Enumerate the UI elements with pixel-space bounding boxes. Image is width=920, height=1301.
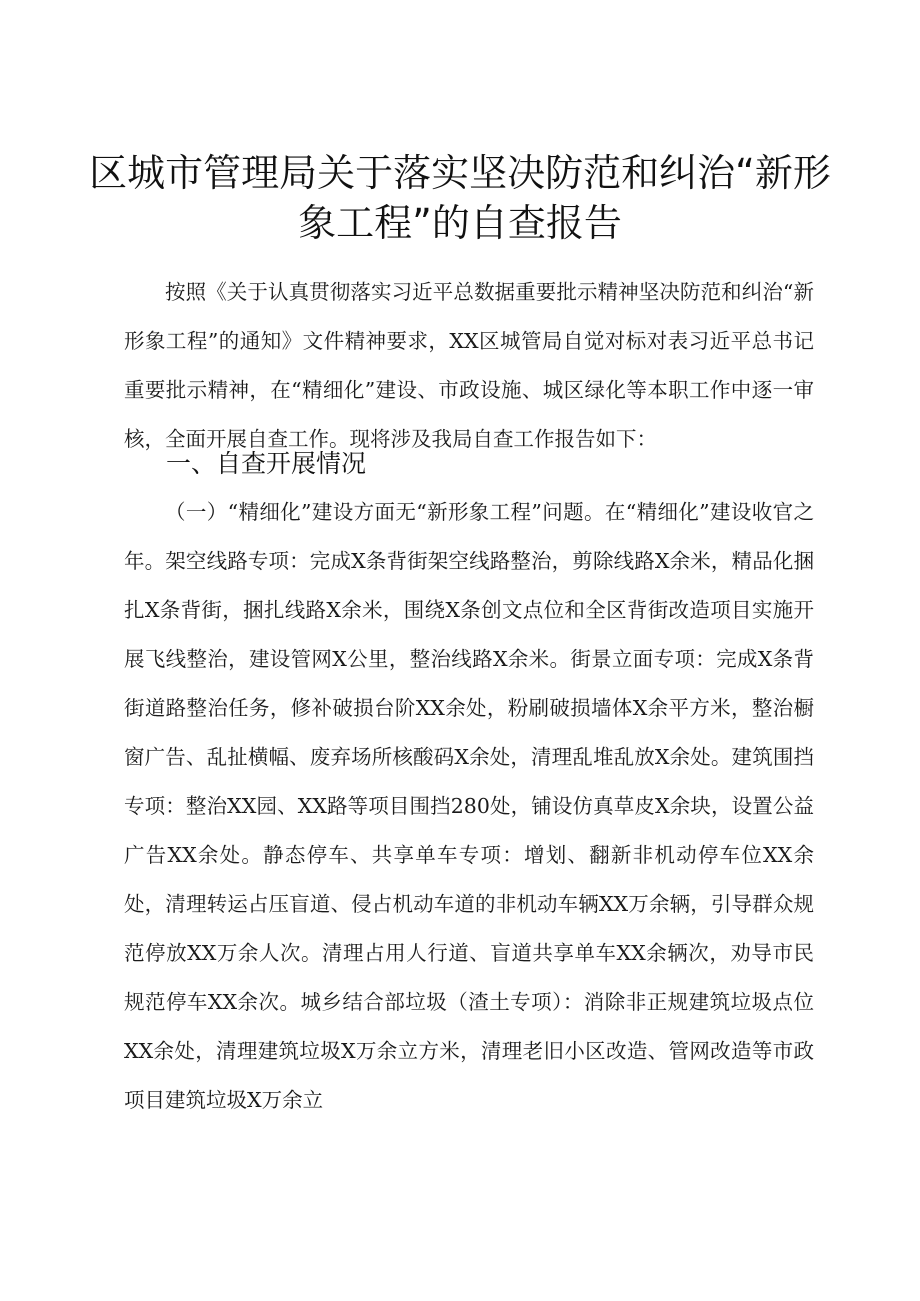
section-paragraph: （一）“精细化”建设方面无“新形象工程”问题。在“精细化”建设收官之年。架空线路专项：完成X条背街架空线路整治，剪除线路X余米，精品化捆扎X条背街，捆扎线路X余米，围绕X条创文点位和全区背街改造项目实施开展飞线整治，建设管网X公里，整治线路X余米。街景立面专项：完成X条背街道路整治任务，修补破损台阶XX余处，粉刷破损墙体X余平方米，整治橱窗广告、乱扯横幅、废弃场所核酸码X余处，清理乱堆乱放X余处。建筑围挡专项：整治XX园、XX路等项目围挡280处，铺设仿真草皮X余块，设置公益广告XX余处。静态停车、共享单车专项：增划、翻新非机动停车位XX余处，清理转运占压盲道、侵占机动车道的非机动车辆XX万余辆，引导群众规范停放XX万余人次。清理占用人行道、盲道共享单车XX余辆次，劝导市民规范停车XX余次。城乡结合部垃圾（渣土专项）：消除非正规建筑垃圾点位XX余处，清理建筑垃圾X万余立方米，清理老旧小区改造、管网改造等市政项目建筑垃圾X万余立 <box>124 500 814 1112</box>
document-title: 区城市管理局关于落实坚决防范和纠治“新形象工程”的自查报告 <box>89 151 831 245</box>
intro-paragraph: 按照《关于认真贯彻落实习近平总数据重要批示精神坚决防范和纠治“新形象工程”的通知》文件精神要求，XX区城管局自觉对标对表习近平总书记重要批示精神，在“精细化”建设、市政设施、城区绿化等本职工作中逐一审核，全面开展自查工作。现将涉及我局自查工作报告如下： <box>124 280 814 451</box>
section-heading: 一、自查开展情况 <box>166 449 367 478</box>
